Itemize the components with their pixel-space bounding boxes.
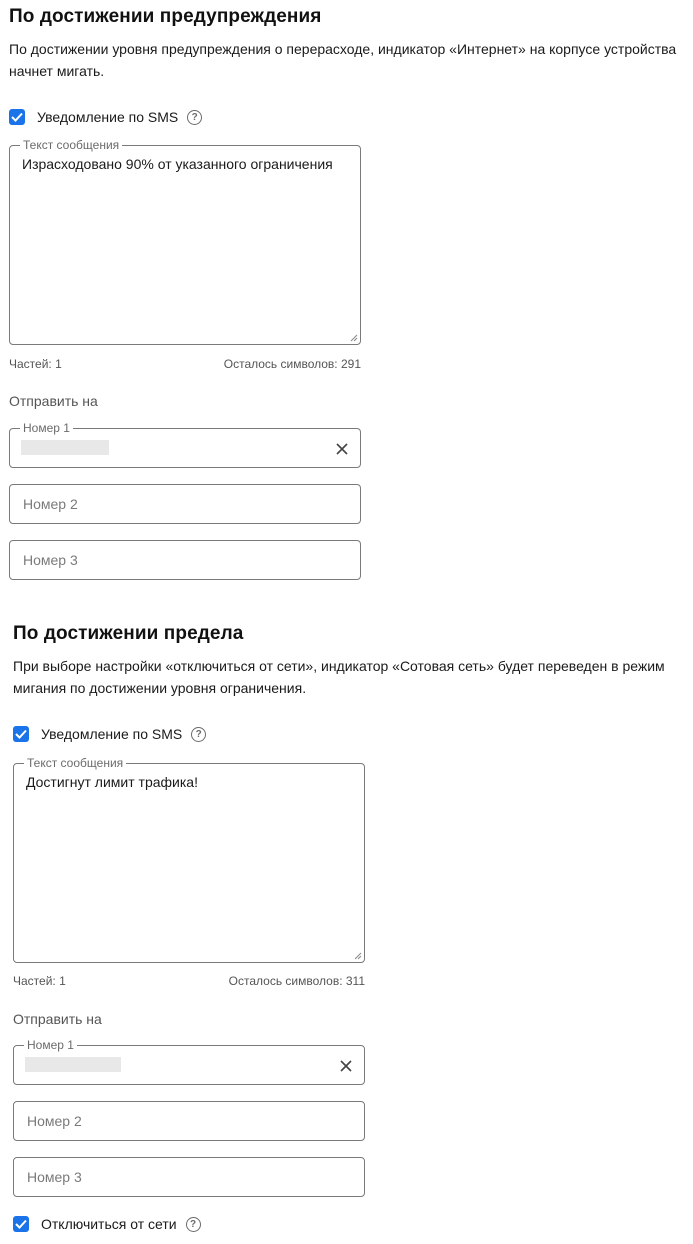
limit-remaining: Осталось символов: 311 — [228, 974, 365, 988]
warning-title: По достижении предупреждения — [9, 6, 322, 27]
warning-number1-input[interactable] — [9, 421, 361, 468]
limit-send-to-label: Отправить на — [13, 1011, 102, 1027]
warning-number3-placeholder: Номер 3 — [23, 552, 78, 568]
limit-meta-row — [13, 974, 365, 988]
check-icon — [15, 729, 27, 739]
disconnect-row — [13, 1214, 201, 1234]
limit-description: При выборе настройки «отключиться от сети», индикатор «Сотовая сеть» будет переведен в режим мигания по достижении уровня ограничения. — [13, 658, 665, 696]
warning-message-text: Израсходовано 90% от указанного ограничения — [22, 156, 333, 172]
resize-handle-icon[interactable] — [350, 334, 358, 342]
help-icon[interactable]: ? — [191, 727, 206, 742]
disconnect-label: Отключиться от сети — [41, 1216, 177, 1232]
limit-sms-row — [13, 724, 206, 744]
warning-message-textarea[interactable] — [9, 138, 361, 345]
help-icon[interactable]: ? — [186, 1217, 201, 1232]
limit-parts: Частей: 1 — [13, 974, 66, 988]
warning-meta-row — [9, 357, 361, 371]
limit-message-text: Достигнут лимит трафика! — [26, 774, 198, 790]
warning-remaining: Осталось символов: 291 — [223, 357, 361, 371]
warning-parts: Частей: 1 — [9, 357, 62, 371]
limit-sms-checkbox[interactable] — [13, 726, 29, 742]
warning-message-legend: Текст сообщения — [20, 138, 122, 152]
disconnect-checkbox[interactable] — [13, 1216, 29, 1232]
warning-number3-input[interactable] — [9, 540, 361, 580]
limit-title: По достижении предела — [13, 623, 244, 644]
limit-message-textarea[interactable] — [13, 756, 365, 963]
limit-number2-input[interactable] — [13, 1101, 365, 1141]
warning-number2-placeholder: Номер 2 — [23, 496, 78, 512]
warning-description: По достижении уровня предупреждения о перерасходе, индикатор «Интернет» на корпусе устройства начнет мигать. — [9, 41, 677, 79]
help-icon[interactable]: ? — [187, 110, 202, 125]
limit-number2-placeholder: Номер 2 — [27, 1113, 82, 1129]
limit-number3-input[interactable] — [13, 1157, 365, 1197]
check-icon — [11, 112, 23, 122]
resize-handle-icon[interactable] — [354, 952, 362, 960]
warning-sms-checkbox[interactable] — [9, 109, 25, 125]
warning-sms-label: Уведомление по SMS — [37, 109, 179, 125]
limit-number1-input[interactable] — [13, 1038, 365, 1085]
warning-number2-input[interactable] — [9, 484, 361, 524]
warning-number1-legend: Номер 1 — [20, 421, 73, 435]
close-icon[interactable] — [334, 441, 350, 457]
warning-send-to-label: Отправить на — [9, 393, 98, 409]
masked-phone-value — [21, 440, 109, 455]
limit-message-legend: Текст сообщения — [24, 756, 126, 770]
limit-number3-placeholder: Номер 3 — [27, 1169, 82, 1185]
masked-phone-value — [25, 1057, 121, 1072]
limit-sms-label: Уведомление по SMS — [41, 726, 183, 742]
limit-number1-legend: Номер 1 — [24, 1038, 77, 1052]
close-icon[interactable] — [338, 1058, 354, 1074]
warning-sms-row — [9, 107, 202, 127]
check-icon — [15, 1219, 27, 1229]
